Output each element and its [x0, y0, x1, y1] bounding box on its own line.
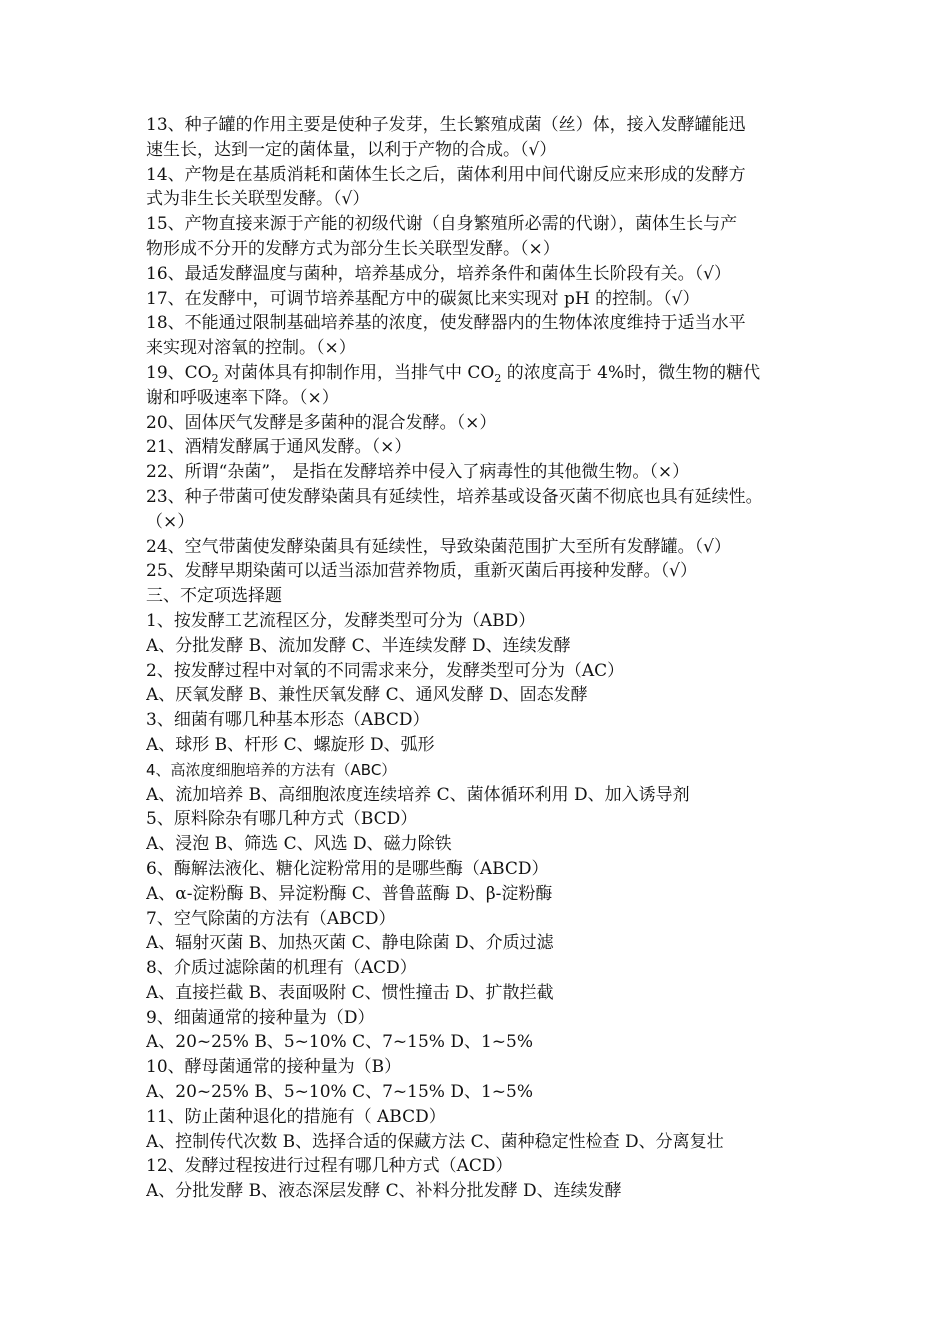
text-line: 24、空气带菌使发酵染菌具有延续性，导致染菌范围扩大至所有发酵罐。（√）: [146, 536, 731, 557]
text-line: 21、酒精发酵属于通风发酵。（×）: [146, 437, 412, 458]
options-text: A、直接拦截 B、表面吸附 C、惯性撞击 D、扩散拦截: [146, 982, 554, 1003]
question-text: 3、细菌有哪几种基本形态（ABCD）: [146, 710, 430, 731]
choice-item-4: [146, 758, 816, 808]
options-text: A、球形 B、杆形 C、螺旋形 D、弧形: [146, 734, 435, 755]
text-segment: 对菌体具有抑制作用，当排气中 CO: [218, 362, 495, 383]
question-text: 8、介质过滤除菌的机理有（ACD）: [146, 958, 417, 979]
options-text: A、分批发酵 B、流加发酵 C、半连续发酵 D、连续发酵: [146, 635, 571, 656]
question-text: 6、酶解法液化、糖化淀粉常用的是哪些酶（ABCD）: [146, 858, 549, 879]
choice-item-1: [146, 609, 816, 659]
question-text: 4、高浓度细胞培养的方法有（ABC）: [146, 760, 397, 779]
question-text: 11、防止菌种退化的措施有（ ABCD）: [146, 1106, 446, 1127]
options-text: A、α-淀粉酶 B、异淀粉酶 C、普鲁蓝酶 D、β-淀粉酶: [146, 883, 553, 904]
text-line: 18、不能通过限制基础培养基的浓度，使发酵器内的生物体浓度维持于适当水平: [146, 313, 746, 334]
question-text: 10、酵母菌通常的接种量为（B）: [146, 1057, 402, 1078]
text-line: 速生长，达到一定的菌体量，以利于产物的合成。（√）: [146, 139, 557, 160]
choice-item-11: [146, 1105, 816, 1155]
text-line: 谢和呼吸速率下降。（×）: [146, 387, 339, 408]
text-line: 22、所谓“杂菌”， 是指在发酵培养中侵入了病毒性的其他微生物。（×）: [146, 462, 690, 483]
subscript: 2: [211, 371, 219, 385]
text-line: [146, 361, 816, 386]
judgment-item-24: [146, 535, 816, 560]
text-line: 23、种子带菌可使发酵染菌具有延续性，培养基或设备灭菌不彻底也具有延续性。: [146, 486, 763, 507]
judgment-item-23: [146, 485, 816, 535]
question-text: 2、按发酵过程中对氧的不同需求来分，发酵类型可分为（AC）: [146, 660, 625, 681]
judgment-item-17: [146, 287, 816, 312]
choice-item-12: [146, 1154, 816, 1204]
options-text: A、20~25% B、5~10% C、7~15% D、1~5%: [146, 1082, 533, 1103]
document-page: [146, 113, 816, 1204]
choice-item-5: [146, 807, 816, 857]
text-line: 式为非生长关联型发酵。（√）: [146, 189, 370, 210]
judgment-item-14: [146, 163, 816, 213]
text-line: 14、产物是在基质消耗和菌体生长之后，菌体利用中间代谢反应来形成的发酵方: [146, 164, 746, 185]
options-text: A、厌氧发酵 B、兼性厌氧发酵 C、通风发酵 D、固态发酵: [146, 685, 588, 706]
choice-item-9: [146, 1006, 816, 1056]
section-title: 三、不定项选择题: [146, 586, 282, 607]
choice-item-10: [146, 1055, 816, 1105]
text-line: 13、种子罐的作用主要是使种子发芽，生长繁殖成菌（丝）体，接入发酵罐能迅: [146, 115, 746, 135]
choice-item-2: [146, 659, 816, 709]
text-line: 物形成不分开的发酵方式为部分生长关联型发酵。（×）: [146, 238, 560, 259]
judgment-item-16: [146, 262, 816, 287]
judgment-item-20: [146, 411, 816, 436]
options-text: A、分批发酵 B、液态深层发酵 C、补料分批发酵 D、连续发酵: [146, 1181, 622, 1202]
text-line: 来实现对溶氧的控制。（×）: [146, 338, 356, 359]
choice-item-6: [146, 857, 816, 907]
subscript: 2: [494, 371, 502, 385]
text-segment: 19、CO: [146, 362, 212, 383]
options-text: A、20~25% B、5~10% C、7~15% D、1~5%: [146, 1032, 533, 1053]
text-line: 15、产物直接来源于产能的初级代谢（自身繁殖所必需的代谢），菌体生长与产: [146, 214, 738, 235]
text-line: 17、在发酵中，可调节培养基配方中的碳氮比来实现对 pH 的控制。（√）: [146, 288, 700, 309]
judgment-item-21: [146, 435, 816, 460]
judgment-item-22: [146, 460, 816, 485]
judgment-item-25: [146, 559, 816, 584]
choice-item-3: [146, 708, 816, 758]
judgment-item-15: [146, 212, 816, 262]
question-text: 7、空气除菌的方法有（ABCD）: [146, 908, 396, 929]
text-segment: 的浓度高于 4%时，微生物的糖代: [501, 362, 761, 383]
question-text: 5、原料除杂有哪几种方式（BCD）: [146, 809, 418, 830]
question-text: 9、细菌通常的接种量为（D）: [146, 1007, 375, 1028]
question-text: 1、按发酵工艺流程区分，发酵类型可分为（ABD）: [146, 610, 536, 631]
options-text: A、辐射灭菌 B、加热灭菌 C、静电除菌 D、介质过滤: [146, 933, 554, 954]
text-line: 20、固体厌气发酵是多菌种的混合发酵。（×）: [146, 412, 497, 433]
text-line: （×）: [146, 511, 195, 532]
judgment-item-18: [146, 311, 816, 361]
options-text: A、浸泡 B、筛选 C、风选 D、磁力除铁: [146, 834, 452, 855]
judgment-item-19: [146, 361, 816, 411]
judgment-item-13: [146, 113, 816, 163]
text-line: 16、最适发酵温度与菌种，培养基成分，培养条件和菌体生长阶段有关。（√）: [146, 263, 731, 284]
question-text: 12、发酵过程按进行过程有哪几种方式（ACD）: [146, 1156, 513, 1177]
options-text: A、控制传代次数 B、选择合适的保藏方法 C、菌种稳定性检查 D、分离复壮: [146, 1131, 724, 1152]
options-text: A、流加培养 B、高细胞浓度连续培养 C、菌体循环利用 D、加入诱导剂: [146, 784, 690, 805]
text-line: 25、发酵早期染菌可以适当添加营养物质，重新灭菌后再接种发酵。（√）: [146, 561, 697, 582]
choice-item-7: [146, 907, 816, 957]
choice-item-8: [146, 956, 816, 1006]
